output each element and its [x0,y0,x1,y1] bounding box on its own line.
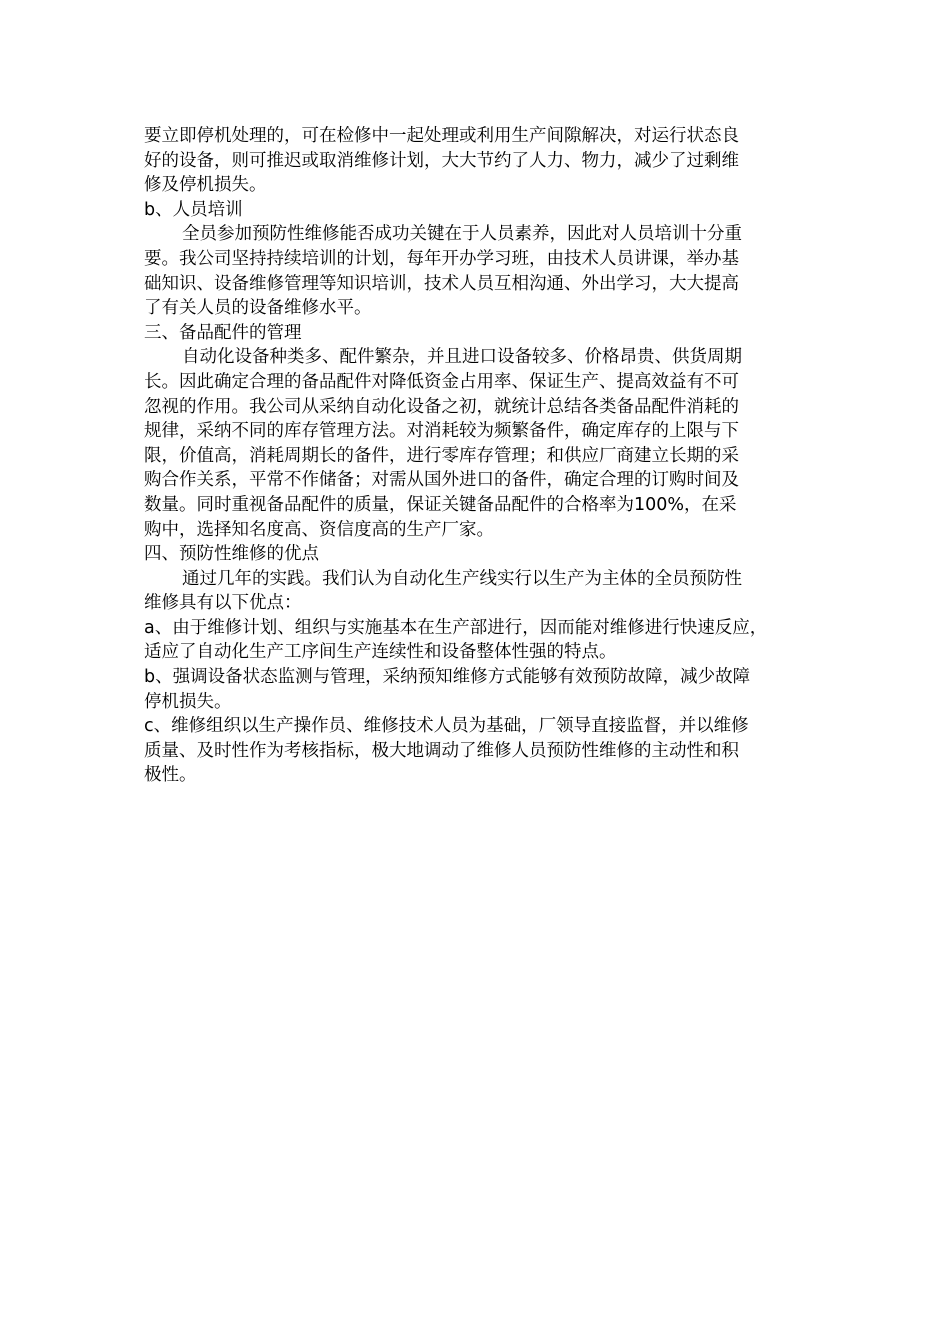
text-line: 要立即停机处理的，可在检修中一起处理或利用生产间隙解决，对运行状态良 [144,126,739,146]
text-line: 极性。 [144,765,197,786]
text-line: 忽视的作用。我公司从采纳自动化设备之初，就统计总结各类备品配件消耗的 [144,396,739,417]
text-line: 要。我公司坚持持续培训的计划，每年开办学习班，由技术人员讲课，举办基 [144,248,739,269]
text-line: b、人员培训 [144,199,243,220]
text-line: 购中，选择知名度高、资信度高的生产厂家。 [144,519,494,540]
text-line: 停机损失。 [144,691,232,712]
text-line: 长。因此确定合理的备品配件对降低资金占用率、保证生产、提高效益有不可 [144,371,739,392]
text-line: 购合作关系，平常不作储备；对需从国外进口的备件，确定合理的订购时间及 [144,470,739,491]
text-line: b、强调设备状态监测与管理，采纳预知维修方式能够有效预防故障，减少故障 [144,667,751,688]
text-line: 限，价值高，消耗周期长的备件，进行零库存管理；和供应厂商建立长期的采 [144,445,739,466]
document-body [144,124,816,788]
text-line: a、由于维修计划、组织与实施基本在生产部进行，因而能对维修进行快速反应， [144,617,768,638]
text-line: 质量、及时性作为考核指标，极大地调动了维修人员预防性维修的主动性和积 [144,740,739,761]
text-line: 维修具有以下优点： [144,593,302,614]
text-line: 修及停机损失。 [144,175,267,196]
text-line: 础知识、设备维修管理等知识培训，技术人员互相沟通、外出学习，大大提高 [144,273,739,294]
text-line: 数量。同时重视备品配件的质量，保证关键备品配件的合格率为100%，在采 [144,494,737,515]
text-line: 三、备品配件的管理 [144,322,302,343]
text-line: 好的设备，则可推迟或取消维修计划，大大节约了人力、物力，减少了过剩维 [144,150,739,171]
text-line: 了有关人员的设备维修水平。 [144,298,372,319]
text-line: 通过几年的实践。我们认为自动化生产线实行以生产为主体的全员预防性 [182,568,742,589]
text-line: 自动化设备种类多、配件繁杂，并且进口设备较多、价格昂贵、供货周期 [182,347,742,368]
text-line: 全员参加预防性维修能否成功关键在于人员素养，因此对人员培训十分重 [182,224,742,245]
text-line: 四、预防性维修的优点 [144,544,319,565]
text-line: c、维修组织以生产操作员、维修技术人员为基础，厂领导直接监督，并以维修 [144,716,749,737]
text-line: 适应了自动化生产工序间生产连续性和设备整体性强的特点。 [144,642,617,663]
text-line: 规律，采纳不同的库存管理方法。对消耗较为频繁备件，确定库存的上限与下 [144,421,739,442]
